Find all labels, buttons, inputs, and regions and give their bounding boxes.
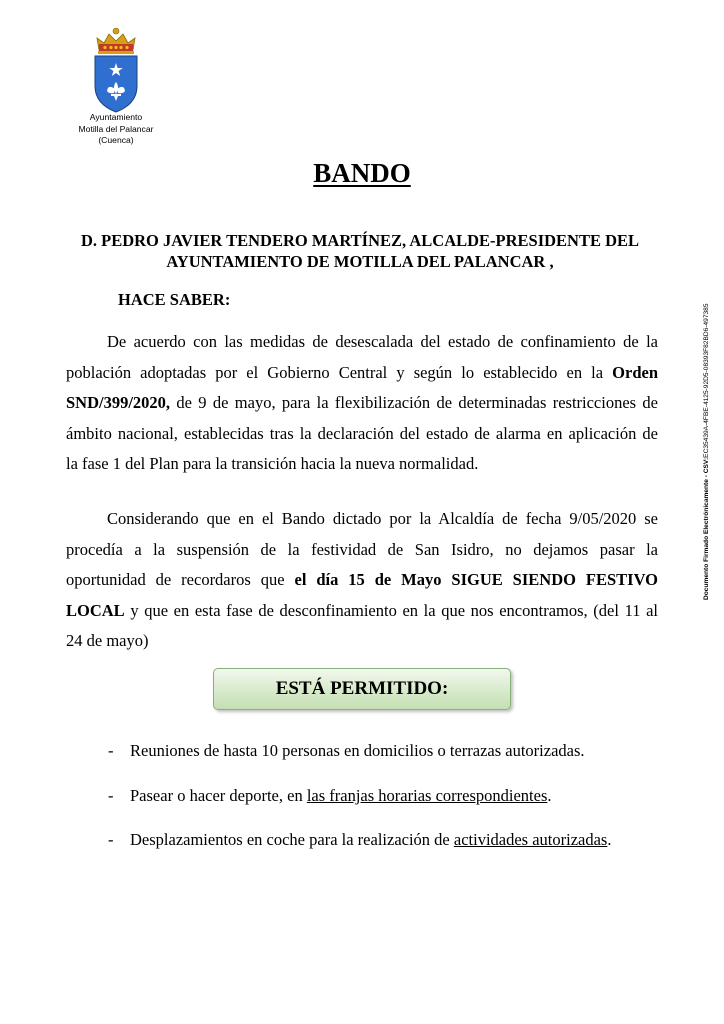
- actividades-autorizadas-link[interactable]: actividades autorizadas: [453, 830, 608, 849]
- bullet-dash: -: [108, 786, 114, 805]
- paragraph-orden: [66, 327, 658, 480]
- coat-of-arms-icon: [91, 26, 141, 114]
- electronic-signature-stamp: [703, 304, 710, 601]
- caption-line-province: (Cuenca): [98, 135, 134, 145]
- stamp-code: EC35439A-4FBE-4125-92D5-08393F82BD6-497385: [703, 303, 710, 458]
- list-item: [108, 741, 585, 761]
- paragraph-line: la fase 1 del Plan para la transición hacia la nueva normalidad.: [66, 454, 479, 473]
- paragraph-line: De acuerdo con las medidas de desescalada del estado de confinamiento de la: [107, 332, 658, 351]
- list-item: [108, 830, 611, 850]
- paragraph-bold-text: el día 15 de Mayo SIGUE SIENDO FESTIVO: [294, 570, 658, 589]
- paragraph-text: y que en esta fase de desconfinamiento en la que nos encontramos, (del 11 al: [124, 600, 658, 620]
- paragraph-bold-text: SND/399/2020,: [66, 393, 171, 412]
- logo-caption: [58, 112, 174, 147]
- paragraph-line: procedía a la suspensión de la festividad de San Isidro, no dejamos pasar la: [66, 539, 658, 559]
- list-item-text: Reuniones de hasta 10 personas en domicilios o terrazas autorizadas.: [130, 741, 585, 760]
- caption-line-municipality: Motilla del Palancar: [78, 123, 154, 134]
- paragraph-bold-text: Orden: [612, 362, 659, 382]
- mayor-heading-line-2: AYUNTAMIENTO DE MOTILLA DEL PALANCAR ,: [166, 252, 554, 271]
- bullet-dash: -: [108, 830, 114, 849]
- paragraph-line: [66, 565, 658, 596]
- list-item-text-end: .: [607, 830, 612, 849]
- franjas-horarias-link[interactable]: las franjas horarias correspondientes: [306, 786, 548, 805]
- mayor-heading-line-1: D. PEDRO JAVIER TENDERO MARTÍNEZ, ALCALDE-PRESIDENTE DEL: [80, 231, 640, 250]
- list-item: [108, 786, 551, 806]
- paragraph-bold-text: LOCAL: [66, 600, 125, 620]
- stamp-label: Documento Firmado Electrónicamente - CSV:: [703, 457, 710, 600]
- document-title: [0, 156, 724, 190]
- paragraph-text: de 9 de mayo, para la flexibilización de determinadas restricciones de: [170, 393, 658, 412]
- bullet-dash: -: [108, 741, 114, 760]
- list-item-text-end: .: [547, 786, 552, 805]
- paragraph-festivo: [66, 504, 658, 657]
- paragraph-line: [66, 596, 658, 627]
- document-title-text: BANDO: [313, 158, 411, 188]
- paragraph-text: oportunidad de recordaros que: [66, 570, 295, 589]
- caption-line-ayuntamiento: Ayuntamiento: [89, 112, 143, 122]
- list-item-text: Pasear o hacer deporte, en: [130, 786, 307, 805]
- permitido-banner: ESTÁ PERMITIDO:: [213, 668, 511, 710]
- mayor-heading: [60, 230, 660, 272]
- paragraph-text: población adoptadas por el Gobierno Central y según lo establecido en la: [66, 362, 604, 382]
- paragraph-line: [66, 358, 658, 389]
- paragraph-line: Considerando que en el Bando dictado por la Alcaldía de fecha 9/05/2020 se: [107, 509, 658, 528]
- hace-saber-heading: HACE SABER:: [118, 290, 231, 309]
- list-item-text: Desplazamientos en coche para la realización de: [130, 830, 454, 849]
- paragraph-line: 24 de mayo): [66, 631, 149, 650]
- paragraph-line: [66, 388, 658, 419]
- paragraph-line: ámbito nacional, establecidas tras la declaración del estado de alarma en aplicación de: [66, 423, 658, 443]
